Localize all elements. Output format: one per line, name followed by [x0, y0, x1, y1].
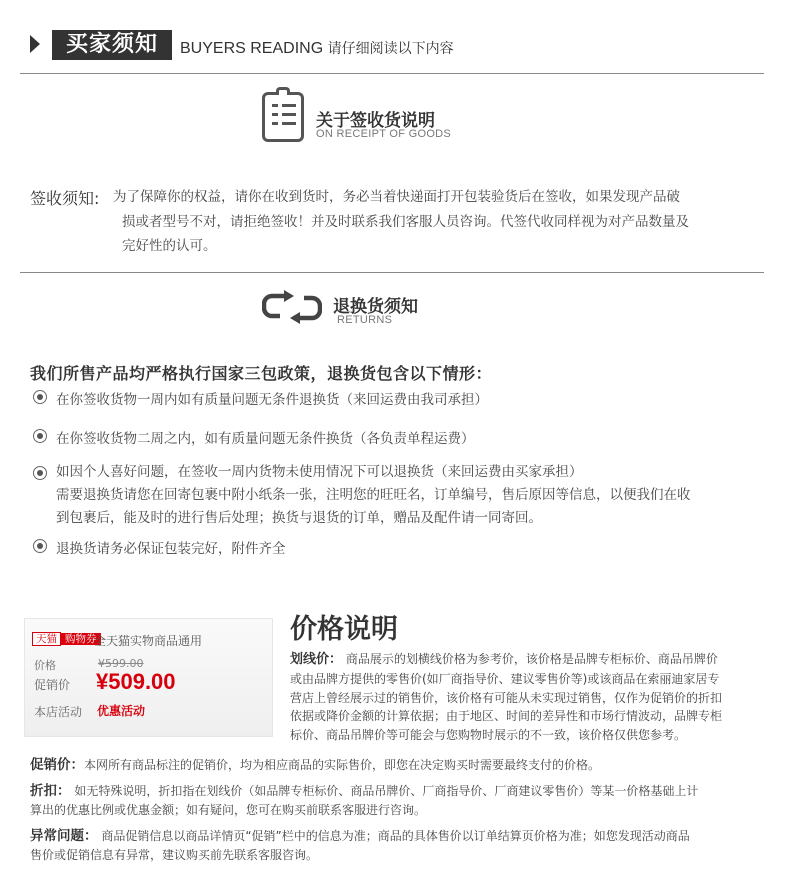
orig-price-label: 价格 — [34, 659, 56, 672]
activity-label: 本店活动 — [34, 705, 83, 719]
list-item: 如因个人喜好问题，在签收一周内货物未使用情况下可以退换货（来回运费由买家承担） 需要退换货请您在回寄包裹中附小纸条一张，注明您的旺旺名，订单编号，售后原因等信息，以便我们在收 到包裹后，能及时的进行售后处理；换货与退货的订单，赠品及配件请一同寄回。 — [56, 464, 691, 526]
receipt-section-subtitle: ON RECEIPT OF GOODS — [316, 128, 452, 140]
radio-bullet-icon — [33, 539, 47, 553]
list-item: 在你签收货物二周之内，如有质量问题无条件换货（各负责单程运费） — [56, 431, 475, 447]
radio-bullet-icon — [33, 390, 47, 404]
receipt-note-label: 签收须知: — [30, 189, 100, 208]
returns-section-subtitle: RETURNS — [337, 314, 393, 326]
list-item: 退换货请务必保证包装完好，附件齐全 — [56, 541, 286, 557]
policy-heading: 我们所售产品均严格执行国家三包政策，退换货包含以下情形： — [30, 364, 493, 383]
tmall-coupon-badge: 天猫 购物券 — [32, 631, 101, 648]
price-section-title: 价格说明 — [290, 614, 398, 645]
divider — [20, 272, 764, 273]
exchange-arrows-icon — [262, 290, 322, 324]
page-title: 买家须知 — [52, 30, 172, 60]
promo-price-value: ¥509.00 — [96, 669, 176, 694]
orig-price-value: ¥599.00 — [98, 657, 144, 670]
radio-bullet-icon — [33, 466, 47, 480]
header-subtitle: BUYERS READING 请仔细阅读以下内容 — [180, 40, 454, 57]
strike-price-text: 划线价： 商品展示的划横线价格为参考价，该价格是品牌专柜标价、商品吊牌价 或由品牌方提供的零售价(如厂商指导价、建议零售价等)或该商品在索丽迪家居专 营店上曾经展示过的销售价，该价格有可能从未实现过销售，仅作为促销价的折扣 依据或降价金额的计算依据；由于地区、时间的差异性和市场行情波动，品牌专柜 标价、商品吊牌价等可能会与您购物时展示的不一致，该价格仅供您参考。 — [290, 652, 723, 743]
discount-text: 折扣： 如无特殊说明，折扣指在划线价（如品牌专柜标价、商品吊牌价、厂商指导价、厂商建议零售价）等某一价格基础上计 算出的优惠比例或优惠金额；如有疑问，您可在购买前联系客服进行咨询。 — [30, 783, 699, 817]
list-item: 在你签收货物一周内如有质量问题无条件退换货（来回运费由我司承担） — [56, 392, 488, 408]
receipt-note-text: 为了保障你的权益，请你在收到货时，务必当着快递面打开包装验货后在签收，如果发现产品破 损或者型号不对，请拒绝签收！并及时联系我们客服人员咨询。代签代收同样视为对产品数量及 完好性的认可。 — [113, 189, 689, 254]
clipboard-checklist-icon — [262, 92, 304, 142]
promo-price-label: 促销价 — [34, 678, 71, 692]
receipt-section-title: 关于签收货说明 — [316, 111, 435, 131]
returns-section-title: 退换货须知 — [333, 297, 418, 317]
activity-value: 优惠活动 — [97, 704, 146, 718]
divider — [20, 73, 764, 74]
promo-price-text: 促销价：本网所有商品标注的促销价，均为相应商品的实际售价，即您在决定购买时需要最终支付的价格。 — [30, 757, 601, 773]
header-arrow-icon — [30, 35, 40, 53]
radio-bullet-icon — [33, 429, 47, 443]
abnormal-text: 异常问题： 商品促销信息以商品详情页“促销”栏中的信息为准；商品的具体售价以订单结算页价格为准；如您发现活动商品 售价或促销信息有异常，建议购买前先联系客服咨询。 — [30, 828, 690, 862]
coupon-text: 全天猫实物商品通用 — [94, 634, 203, 648]
